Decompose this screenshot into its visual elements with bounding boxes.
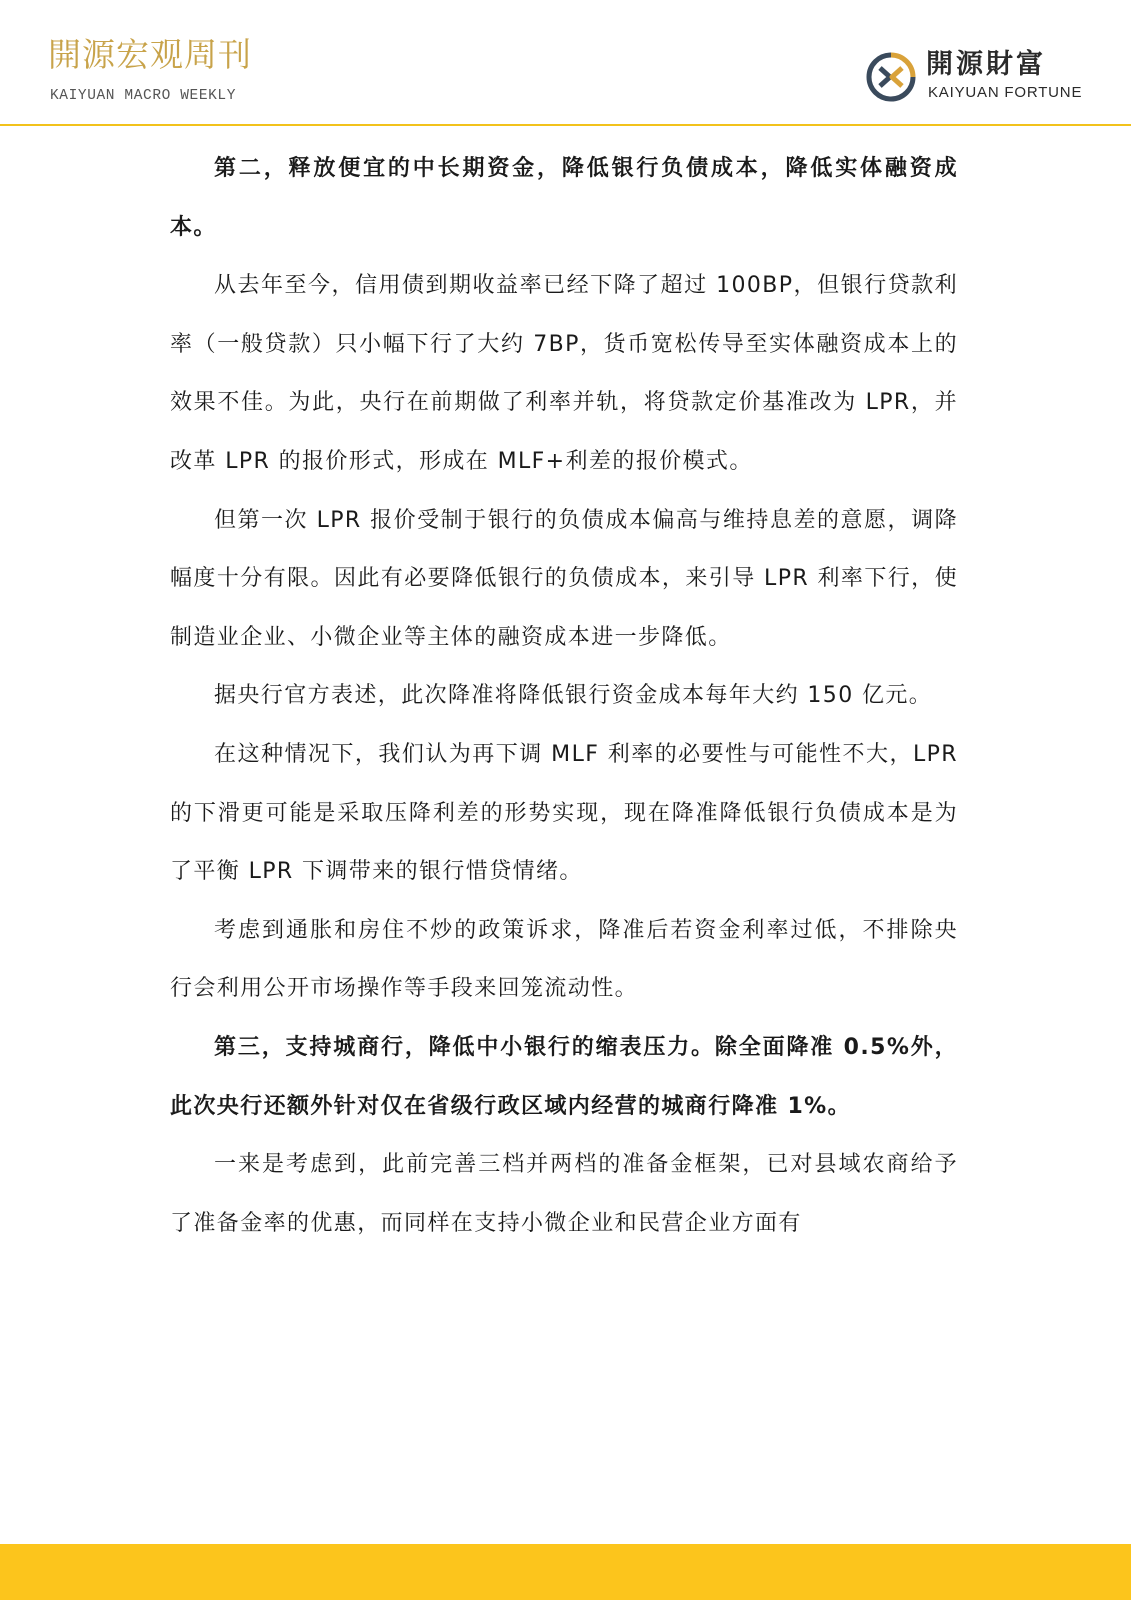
paragraph: 第二，释放便宜的中长期资金，降低银行负债成本，降低实体融资成本。 [170, 156, 958, 240]
paragraph: 考虑到通胀和房住不炒的政策诉求，降准后若资金利率过低，不排除央行会利用公开市场操作等手段来回笼流动性。 [170, 917, 958, 1002]
logo-name-en: KAIYUAN FORTUNE [928, 84, 1083, 101]
page-header [0, 0, 1131, 126]
article-body [170, 140, 958, 1253]
publication-subtitle: KAIYUAN MACRO WEEKLY [50, 88, 237, 104]
paragraph: 第三，支持城商行，降低中小银行的缩表压力。除全面降准 0.5%外，此次央行还额外针对仅在省级行政区域内经营的城商行降准 1%。 [170, 1034, 958, 1119]
paragraph: 从去年至今，信用债到期收益率已经下降了超过 100BP，但银行贷款利率（一般贷款）只小幅下行了大约 7BP，货币宽松传导至实体融资成本上的效果不佳。为此，央行在前期做了利率并轨，将贷款定价基准改为 LPR，并改革 LPR 的报价形式，形成在 MLF+利差的报价模式。 [170, 273, 958, 474]
logo-name-cn: 開源財富 [926, 49, 1046, 80]
paragraph: 据央行官方表述，此次降准将降低银行资金成本每年大约 150 亿元。 [214, 683, 933, 709]
paragraph: 在这种情况下，我们认为再下调 MLF 利率的必要性与可能性不大，LPR 的下滑更可能是采取压降利差的形势实现，现在降准降低银行负债成本是为了平衡 LPR 下调带来的银行惜贷情绪。 [170, 741, 958, 885]
footer-bar [0, 1544, 1131, 1600]
publication-title: 開源宏观周刊 [48, 35, 252, 74]
company-logo [866, 50, 1116, 106]
header-divider [0, 124, 1131, 126]
paragraph: 一来是考虑到，此前完善三档并两档的准备金框架，已对县域农商给予了准备金率的优惠，而同样在支持小微企业和民营企业方面有 [170, 1152, 958, 1236]
paragraph: 但第一次 LPR 报价受制于银行的负债成本偏高与维持息差的意愿，调降幅度十分有限。因此有必要降低银行的负债成本，来引导 LPR 利率下行，使制造业企业、小微企业等主体的融资成本进一步降低。 [170, 507, 958, 650]
kaiyuan-logo-icon [866, 52, 916, 102]
